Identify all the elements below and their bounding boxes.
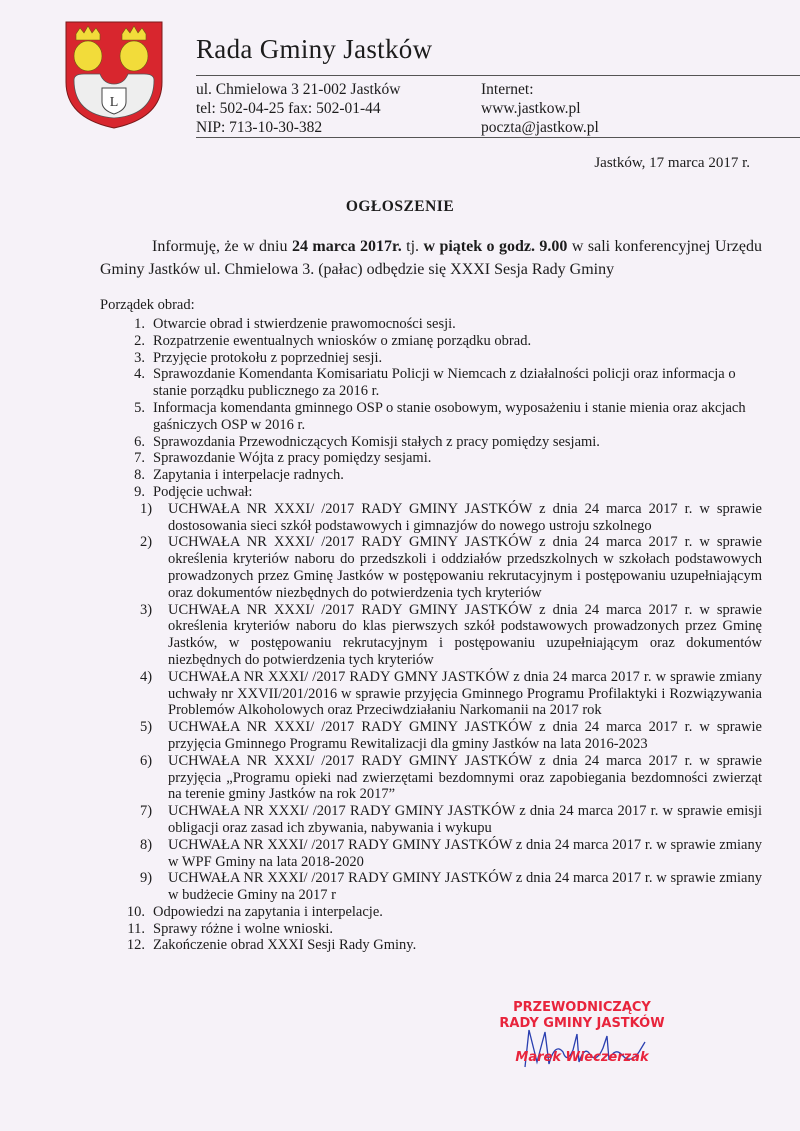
agenda-item xyxy=(100,937,762,954)
item-text: UCHWAŁA NR XXXI/ /2017 RADY GMINY JASTKÓW z dnia 24 marca 2017 r. w sprawie przyjęcia „Programu opieki nad zwierzętami bezdomnymi oraz zapobiegania bezdomności zwierząt na terenie gminy Jastków na rok 2017” xyxy=(168,752,762,803)
agenda-item xyxy=(100,400,762,434)
resolution-item xyxy=(140,602,762,669)
resolution-item xyxy=(140,753,762,803)
item-number: 4. xyxy=(134,366,145,383)
agenda-item xyxy=(100,921,762,938)
item-number: 8) xyxy=(140,836,153,853)
item-text: Sprawozdanie Wójta z pracy pomiędzy sesjami. xyxy=(153,450,432,467)
agenda-list xyxy=(100,316,762,954)
resolution-item xyxy=(140,803,762,837)
item-number: 8. xyxy=(134,467,145,484)
item-number: 4) xyxy=(140,668,153,685)
agenda-item xyxy=(100,366,762,400)
item-text: UCHWAŁA NR XXXI/ /2017 RADY GMINY JASTKÓW z dnia 24 marca 2017 r. w sprawie przyjęcia Gminnego Programu Rewitalizacji dla gminy Jastków na lata 2016-2023 xyxy=(168,719,762,752)
session-time: w piątek o godz. 9.00 xyxy=(423,238,568,255)
agenda-item xyxy=(100,904,762,921)
stamp-line-1: PRZEWODNICZĄCY xyxy=(513,1000,651,1015)
item-text: UCHWAŁA NR XXXI/ /2017 RADY GMNY JASTKÓW z dnia 24 marca 2017 r. w sprawie zmiany uchwały nr XXVII/201/2016 w sprawie przyjęcia Gminnego Programu Profilaktyki i Rozwiązywania Problemów Alkoholowych oraz Przeciwdziałaniu Narkomanii na 2017 rok xyxy=(168,668,762,719)
item-text: Podjęcie uchwał: xyxy=(153,483,253,500)
intro-text: w sali konferencyjnej Urzędu Gminy Jastków ul. Chmielowa 3. (pałac) odbędzie się XXXI Sesja Rady Gminy xyxy=(100,238,762,278)
item-text: Otwarcie obrad i stwierdzenie prawomocności sesji. xyxy=(153,316,456,332)
email-link[interactable]: poczta@jastkow.pl xyxy=(481,119,599,136)
resolution-item xyxy=(140,669,762,719)
item-text: Przyjęcie protokołu z poprzedniej sesji. xyxy=(153,349,383,366)
item-text: Sprawozdania Przewodniczących Komisji stałych z pracy pomiędzy sesjami. xyxy=(153,433,600,450)
agenda-item xyxy=(100,434,762,451)
phone-line: tel: 502-04-25 fax: 502-01-44 xyxy=(196,100,381,117)
item-text: Rozpatrzenie ewentualnych wniosków o zmianę porządku obrad. xyxy=(153,332,532,349)
session-date: 24 marca 2017r. xyxy=(291,238,402,255)
item-number: 3. xyxy=(134,349,145,366)
council-title: Rada Gminy Jastków xyxy=(196,34,433,64)
item-text: UCHWAŁA NR XXXI/ /2017 RADY GMINY JASTKÓW z dnia 24 marca 2017 r. w sprawie określenia kryteriów naboru do przedszkoli i oddziałów przedszkolnych w szkołach podstawowych prowadzonych przez Gminę Jastków w postępowaniu rekrutacyjnym i postępowaniu uzupełniającym oraz dokumentów niezbędnych do potwierdzenia tych kryteriów xyxy=(168,534,762,601)
resolution-item xyxy=(140,719,762,753)
item-number: 10. xyxy=(126,903,145,920)
agenda-item xyxy=(100,484,762,501)
item-number: 12. xyxy=(126,937,145,954)
resolution-item xyxy=(140,501,762,535)
address-block xyxy=(196,80,401,137)
item-text: Sprawozdanie Komendanta Komisariatu Policji w Niemcach z działalności policji oraz informacja o stanie porządku publicznego za 2016 r. xyxy=(153,366,736,400)
item-number: 1) xyxy=(140,500,153,517)
item-text: UCHWAŁA NR XXXI/ /2017 RADY GMINY JASTKÓW z dnia 24 marca 2017 r. w sprawie emisji obligacji oraz zasad ich zbywania, nabywania i wykupu xyxy=(168,803,762,836)
internet-label: Internet: xyxy=(481,81,534,98)
coat-of-arms-logo xyxy=(64,20,164,130)
intro-text: tj. xyxy=(401,238,424,255)
agenda-label: Porządek obrad: xyxy=(100,297,195,313)
internet-block xyxy=(481,80,599,137)
document-heading: OGŁOSZENIE xyxy=(345,198,455,215)
intro-paragraph xyxy=(100,235,762,281)
chairman-stamp xyxy=(497,1000,667,1066)
svg-text:L: L xyxy=(109,95,119,110)
item-number: 1. xyxy=(134,316,145,332)
stamp-name: Marek Wieczerzak xyxy=(515,1050,649,1065)
item-number: 6. xyxy=(134,433,145,450)
website-link[interactable]: www.jastkow.pl xyxy=(481,100,581,117)
agenda-item xyxy=(100,350,762,367)
address-line: ul. Chmielowa 3 21-002 Jastków xyxy=(196,81,401,98)
agenda-item xyxy=(100,450,762,467)
document-date: Jastków, 17 marca 2017 r. xyxy=(594,155,750,171)
item-number: 6) xyxy=(140,752,153,769)
header-divider xyxy=(196,75,800,76)
item-number: 5. xyxy=(134,399,145,416)
item-number: 2) xyxy=(140,534,153,551)
item-number: 3) xyxy=(140,601,153,618)
item-number: 9) xyxy=(140,870,153,887)
item-number: 9. xyxy=(134,483,145,500)
header-divider-bottom xyxy=(196,137,800,138)
item-text: UCHWAŁA NR XXXI/ /2017 RADY GMINY JASTKÓW z dnia 24 marca 2017 r. w sprawie dostosowania sieci szkół podstawowych i gimnazjów do nowego ustroju szkolnego xyxy=(168,500,762,534)
item-number: 11. xyxy=(127,920,145,937)
item-text: Informacja komendanta gminnego OSP o stanie osobowym, wyposażeniu i stanie mienia oraz akcjach gaśniczych OSP w 2016 r. xyxy=(153,399,746,433)
stamp-line-2: RADY GMINY JASTKÓW xyxy=(499,1016,665,1031)
item-text: Sprawy różne i wolne wnioski. xyxy=(153,920,334,937)
item-text: UCHWAŁA NR XXXI/ /2017 RADY GMINY JASTKÓW z dnia 24 marca 2017 r. w sprawie określenia kryteriów naboru do klas pierwszych szkół podstawowych prowadzonych przez Gminę Jastków, w postępowaniu rekrutacyjnym i postępowaniu uzupełniającym oraz dokumentów niezbędnych do potwierdzenia tych kryteriów xyxy=(168,601,762,668)
item-number: 5) xyxy=(140,719,153,736)
item-text: Odpowiedzi na zapytania i interpelacje. xyxy=(153,903,383,920)
agenda-item xyxy=(100,467,762,484)
item-text: Zapytania i interpelacje radnych. xyxy=(153,467,344,484)
item-text: Zakończenie obrad XXXI Sesji Rady Gminy. xyxy=(153,937,417,954)
resolution-item xyxy=(140,870,762,904)
item-number: 2. xyxy=(134,332,145,349)
item-number: 7) xyxy=(140,803,153,820)
resolution-item xyxy=(140,837,762,871)
nip-line: NIP: 713-10-30-382 xyxy=(196,119,323,136)
item-number: 7. xyxy=(134,450,145,467)
agenda-item xyxy=(100,333,762,350)
item-text: UCHWAŁA NR XXXI/ /2017 RADY GMINY JASTKÓW z dnia 24 marca 2017 r. w sprawie zmiany w WPF Gminy na lata 2018-2020 xyxy=(168,836,762,870)
agenda-item xyxy=(100,316,762,333)
item-text: UCHWAŁA NR XXXI/ /2017 RADY GMINY JASTKÓW z dnia 24 marca 2017 r. w sprawie zmiany w budżecie Gminy na 2017 r xyxy=(168,870,762,904)
resolution-item xyxy=(140,534,762,601)
intro-text: Informuję, że w dniu xyxy=(152,238,292,255)
